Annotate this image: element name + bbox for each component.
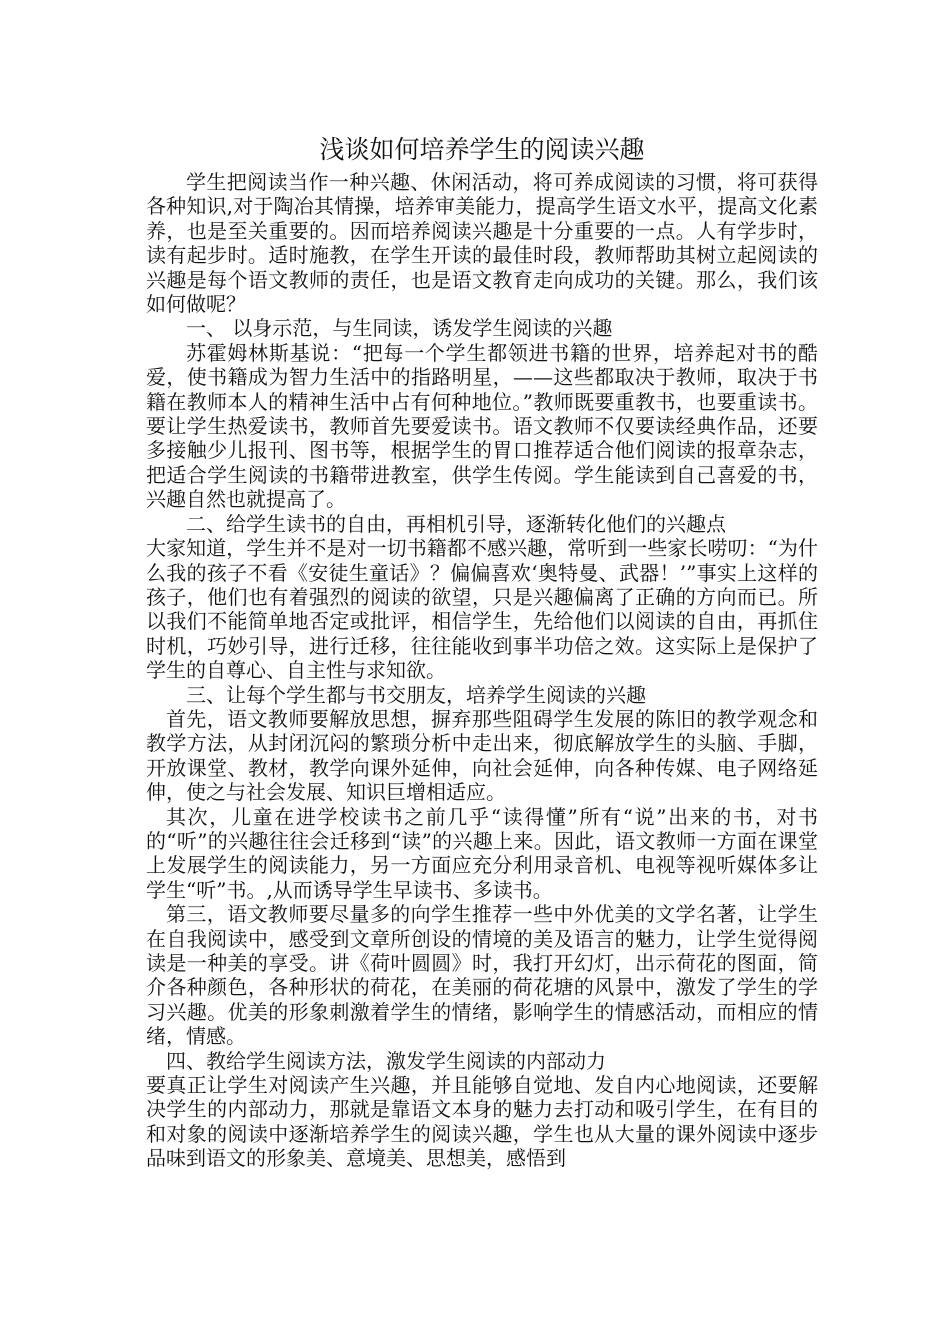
paragraph-section-2: 大家知道，学生并不是对一切书籍都不感兴趣，常听到一些家长唠叨：“为什么我的孩子不看《安徒生童话》？偏偏喜欢‘奥特曼、武器！’”事实上这样的孩子，他们也有着强烈的阅读的欲望，只是兴趣偏离了正确的方向而已。所以我们不能简单地否定或批评，相信学生，先给他们以阅读的自由，再抓住时机，巧妙引导，进行迁移，往往能收到事半功倍之效。这实际上是保护了学生的自尊心、自主性与求知欲。	[146, 536, 818, 683]
paragraph-section-3-third: 第三，语文教师要尽量多的向学生推荐一些中外优美的文学名著，让学生在自我阅读中，感受到文章所创设的情境的美及语言的魅力，让学生觉得阅读是一种美的享受。讲《荷叶圆圆》时，我打开幻灯，出示荷花的图面，简介各种颜色，各种形状的荷花，在美丽的荷花塘的风景中，激发了学生的学习兴趣。优美的形象刺激着学生的情绪，影响学生的情感活动，而相应的情绪，情感。	[146, 902, 818, 1049]
paragraph-section-3-second: 其次，儿童在进学校读书之前几乎“读得懂”所有“说”出来的书，对书的“听”的兴趣往往会迁移到“读”的兴趣上来。因此，语文教师一方面在课堂上发展学生的阅读能力，另一方面应充分利用录音机、电视等视听媒体多让学生“听”书。,从而诱导学生早读书、多读书。	[146, 804, 818, 902]
heading-section-2: 二、给学生读书的自由，再相机引导，逐渐转化他们的兴趣点	[186, 511, 726, 536]
heading-section-1: 一、 以身示范，与生同读，诱发学生阅读的兴趣	[186, 316, 613, 341]
document-title: 浅谈如何培养学生的阅读兴趣	[319, 135, 645, 164]
document-body	[146, 130, 818, 1171]
paragraph-intro: 学生把阅读当作一种兴趣、休闲活动，将可养成阅读的习惯，将可获得各种知识,对于陶冶其情操，培养审美能力，提高学生语文水平，提高文化素养，也是至关重要的。因而培养阅读兴趣是十分重要的一点。人有学步时，读有起步时。适时施教，在学生开读的最佳时段，教师帮助其树立起阅读的兴趣是每个语文教师的责任，也是语文教育走向成功的关键。那么，我们该如何做呢？	[146, 170, 818, 317]
paragraph-section-4: 要真正让学生对阅读产生兴趣，并且能够自觉地、发自内心地阅读，还要解决学生的内部动力，那就是靠语文本身的魅力去打动和吸引学生，在有目的和对象的阅读中逐渐培养学生的阅读兴趣，学生也从大量的课外阅读中逐步品味到语文的形象美、意境美、思想美，感悟到	[146, 1073, 818, 1171]
paragraph-section-1: 苏霍姆林斯基说：“把每一个学生都领进书籍的世界，培养起对书的酷爱，使书籍成为智力生活中的指路明星，——这些都取决于教师，取决于书籍在教师本人的精神生活中占有何种地位。”教师既要重教书，也要重读书。要让学生热爱读书，教师首先要爱读书。语文教师不仅要读经典作品，还要多接触少儿报刊、图书等，根据学生的胃口推荐适合他们阅读的报章杂志，把适合学生阅读的书籍带进教室，供学生传阅。学生能读到自己喜爱的书，兴趣自然也就提高了。	[146, 340, 818, 512]
paragraph-section-3-first: 首先，语文教师要解放思想，摒弃那些阻碍学生发展的陈旧的教学观念和教学方法，从封闭沉闷的繁琐分析中走出来，彻底解放学生的头脑、手脚，开放课堂、教材，教学向课外延伸，向社会延伸，向各种传媒、电子网络延伸，使之与社会发展、知识巨增相适应。	[146, 706, 818, 805]
heading-section-4: 四、教给学生阅读方法，激发学生阅读的内部动力	[166, 1048, 606, 1073]
heading-section-3: 三、让每个学生都与书交朋友，培养学生阅读的兴趣	[186, 682, 646, 707]
